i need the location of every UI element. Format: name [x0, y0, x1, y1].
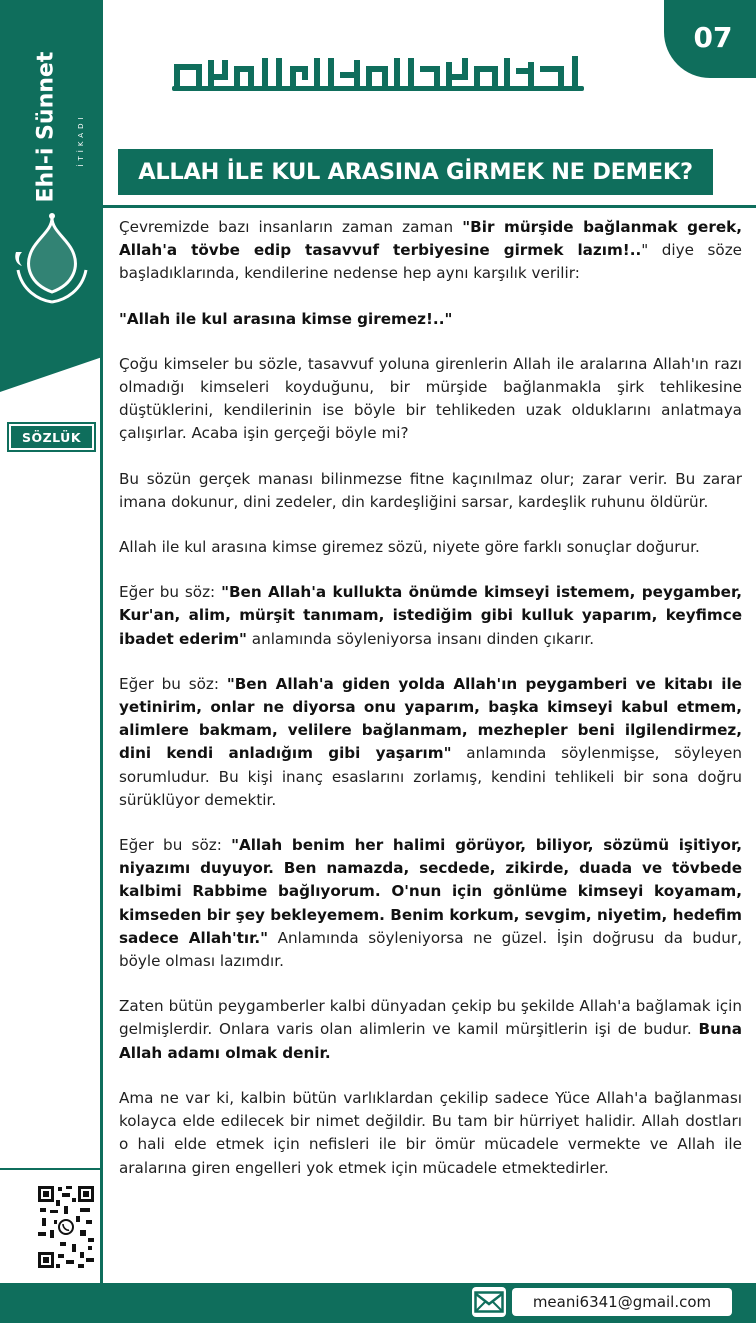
bold-text: "Allah ile kul arasına kimse giremez!.." [119, 309, 453, 328]
text: Çevremizde bazı insanların zaman zaman [119, 218, 463, 236]
bold-text: "Ben Allah'a giden yolda Allah'ın peygamberi ve kitabı ile yetinirim, onlar ne diyorsa onu yaparım, başka kimseyi kabul etmem, alimlere bakmam, velilere bağlanmam, mezhepler beni ilgilendirmez, dini kendi anladığım gibi yaşarım" [119, 674, 742, 763]
text: " diye söze başladıklarında, kendilerine nedense hep aynı karşılık verilir: [119, 241, 743, 283]
qr-code-icon[interactable] [36, 1184, 96, 1270]
page-title: ALLAH İLE KUL ARASINA GİRMEK NE DEMEK? [118, 149, 713, 195]
section-label: SÖZLÜK [9, 424, 94, 450]
paragraph [119, 995, 742, 1065]
bold-text: Buna Allah adamı olmak denir. [119, 1020, 742, 1062]
text: Ama ne var ki, kalbin bütün varlıklardan çekilip sadece Yüce Allah'a bağlanması kolayca elde edilecek bir nimet değildir. Bu tam bir hürriyet halidir. Allah dostları o hali elde etmek için nefisleri ile bir ömür mücadele vermekte ve Allah ile aralarına giren engelleri yok etmek için mücadele etmektedirler. [119, 1088, 742, 1177]
paragraph [119, 308, 742, 331]
paragraph [119, 673, 742, 812]
sidebar-divider [100, 0, 103, 1283]
brand-name: Ehl-i Sünnet [33, 51, 59, 203]
paragraph [119, 468, 742, 514]
text: Çoğu kimseler bu sözle, tasavvuf yoluna girenlerin Allah ile aralarına Allah'ın razı olmadığı kimseleri koyduğunu, bir mürşide bağlanmakla şirk tehlikesine düştüklerini, kendilerinin ise böyle bir tehlikeden uzak olduklarını anlatmaya çalışırlar. Acaba işin gerçeği böyle mi? [119, 354, 742, 443]
article-body [119, 216, 742, 1202]
text: Zaten bütün peygamberler kalbi dünyadan çekip bu şekilde Allah'a bağlamak için gelmişlerdir. Onlara varis olan alimlerin ve kamil mürşitlerin işi de budur. [119, 997, 742, 1039]
text: anlamında söyleniyorsa insanı dinden çıkarır. [246, 629, 595, 648]
text: anlamında söylenmişse, söyleyen sorumludur. Bu kişi inanç esaslarını zorlamış, kendini tehlikeli bir sona doğru sürüklüyor demektir. [119, 744, 742, 809]
text: Eğer bu söz: [119, 674, 227, 693]
text: Allah ile kul arasına kimse giremez sözü, niyete göre farklı sonuçlar doğurur. [119, 538, 700, 557]
bold-text: "Ben Allah'a kullukta önümde kimseyi istemem, peygamber, Kur'an, alim, mürşit tanımam, istediğim gibi kulluk yaparım, keyfimce ibadet ederim" [119, 583, 742, 648]
paragraph [119, 216, 742, 286]
mosque-dome-icon [8, 210, 96, 305]
qr-divider [0, 1168, 103, 1170]
page-number: 07 [664, 0, 756, 78]
text: Eğer bu söz: [119, 583, 222, 602]
email-address[interactable]: meani6341@gmail.com [512, 1288, 732, 1316]
paragraph [119, 536, 742, 559]
paragraph [119, 353, 742, 446]
title-divider [103, 205, 756, 208]
bold-text: "Allah benim her halimi görüyor, biliyor, sözümü işitiyor, niyazımı duyuyor. Ben namazda, secdede, zikirde, duada ve tövbede kalbimi Rabbime bağlıyorum. O'nun için gönlüme kimseyi koyamam, kimseden bir şey bekleyemem. Benim korkum, sevgim, niyetim, hedefim sadece Allah'tır." [119, 836, 742, 947]
brand-subtitle: İTİKADI [77, 113, 85, 167]
basmala-calligraphy [172, 52, 584, 94]
paragraph [119, 581, 742, 651]
paragraph [119, 834, 742, 973]
text: Eğer bu söz: [119, 836, 232, 855]
text: Bu sözün gerçek manası bilinmezse fitne kaçınılmaz olur; zarar verir. Bu zarar imana dokunur, dini zedeler, din kardeşliğini sarsar, kardeşlik ruhunu öldürür. [119, 469, 742, 511]
paragraph [119, 1087, 742, 1180]
envelope-icon[interactable] [472, 1287, 506, 1317]
text: Anlamında söyleniyorsa ne güzel. İşin doğrusu da budur, böyle olması lazımdır. [119, 928, 743, 971]
brand-logo [14, 51, 94, 222]
bold-text: "Bir mürşide bağlanmak gerek, Allah'a tövbe edip tasavvuf terbiyesine girmek lazım!.. [119, 218, 742, 260]
